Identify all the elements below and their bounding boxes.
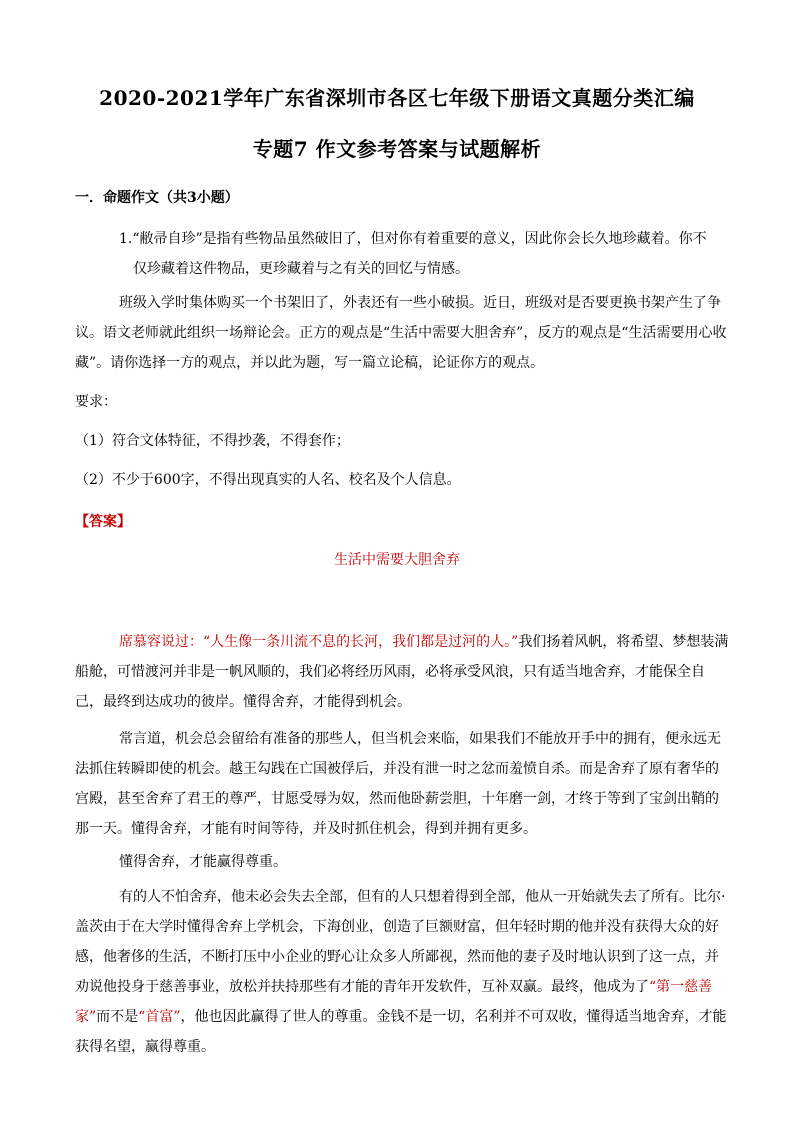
section-heading: 一．命题作文（共3小题） (75, 190, 239, 206)
question-prompt-line1: 1.“敝帚自珍”是指有些物品虽然破旧了，但对你有着重要的意义，因此你会长久地珍藏着。你不 (119, 231, 707, 247)
essay-paragraph-2: 常言道，机会总会留给有准备的那些人，但当机会来临，如果我们不能放开手中的拥有，便永远无法抓住转瞬即使的机会。越王勾践在亡国被俘后，并没有泄一时之忿而羞愤自杀。而是舍弃了原有奢华的宫殿，甚至舍弃了君王的尊严，甘愿受辱为奴，然而他卧薪尝胆，十年磨一剑，才终于等到了宝剑出鞘的那一天。懂得舍弃，才能有时间等待，并及时抓住机会，得到并拥有更多。 (75, 731, 721, 837)
question-scenario: 班级入学时集体购买一个书架旧了，外表还有一些小破损。近日，班级对是否要更换书架产生了争议。语文老师就此组织一场辩论会。正方的观点是“生活中需要大胆舍弃”，反方的观点是“生活需要用心收藏”。请你选择一方的观点，并以此为题，写一篇立论稿，论证你方的观点。 (75, 295, 727, 371)
document-subtitle: 专题7 作文参考答案与试题解析 (252, 137, 542, 161)
question-prompt (119, 224, 729, 284)
requirement-item-1: （1）符合文体特征，不得抄袭，不得套作； (75, 433, 350, 449)
essay-paragraph-1 (75, 627, 730, 717)
essay-paragraph-4-text-c: ，他也因此赢得了世人的尊重。金钱不是一切，名利并不可双收，懂得适当地舍弃，才能获得名望，赢得尊重。 (75, 1009, 727, 1055)
essay-highlight-2: “首富” (138, 1009, 181, 1025)
essay-quote: 席慕容说过：“人生像一条川流不息的长河，我们都是过河的人。” (119, 634, 519, 650)
essay-paragraph-3: 懂得舍弃，才能赢得尊重。 (119, 854, 287, 870)
essay-title: 生活中需要大胆舍弃 (334, 552, 460, 568)
essay-paragraph-1-text: 我们扬着风帆，将希望、梦想装满船舱，可惜渡河并非是一帆风顺的，我们必将经历风雨，必将承受风浪，只有适当地舍弃，才能保全自己，最终到达成功的彼岸。懂得舍弃，才能得到机会。 (75, 634, 729, 710)
essay-paragraph-4-text-b: 而不是 (96, 1009, 139, 1025)
requirement-item-2: （2）不少于600字，不得出现真实的人名、校名及个人信息。 (75, 472, 461, 488)
essay-paragraph-4-text-a: 有的人不怕舍弃，他未必会失去全部，但有的人只想着得到全部，他从一开始就失去了所有。比尔·盖茨由于在大学时懂得舍弃上学机会，下海创业，创造了巨额财富，但年轻时期的他并没有获得大众的好感，他奢侈的生活，不断打压中小企业的野心让众多人所鄙视，然而他的妻子及时地认识到了这一点，并劝说他投身于慈善事业，放松并扶持那些有才能的青年开发软件，互补双赢。最终，他成为了 (75, 889, 726, 995)
document-title: 2020-2021学年广东省深圳市各区七年级下册语文真题分类汇编 (99, 86, 695, 110)
requirements-label: 要求： (75, 394, 117, 410)
essay-highlight-1: “第一慈善家” (75, 979, 713, 1025)
essay-paragraph-4 (75, 882, 730, 1062)
question-prompt-line2: 仅珍藏着这件物品，更珍藏着与之有关的回忆与情感。 (133, 261, 469, 277)
answer-label: 【答案】 (75, 514, 131, 530)
